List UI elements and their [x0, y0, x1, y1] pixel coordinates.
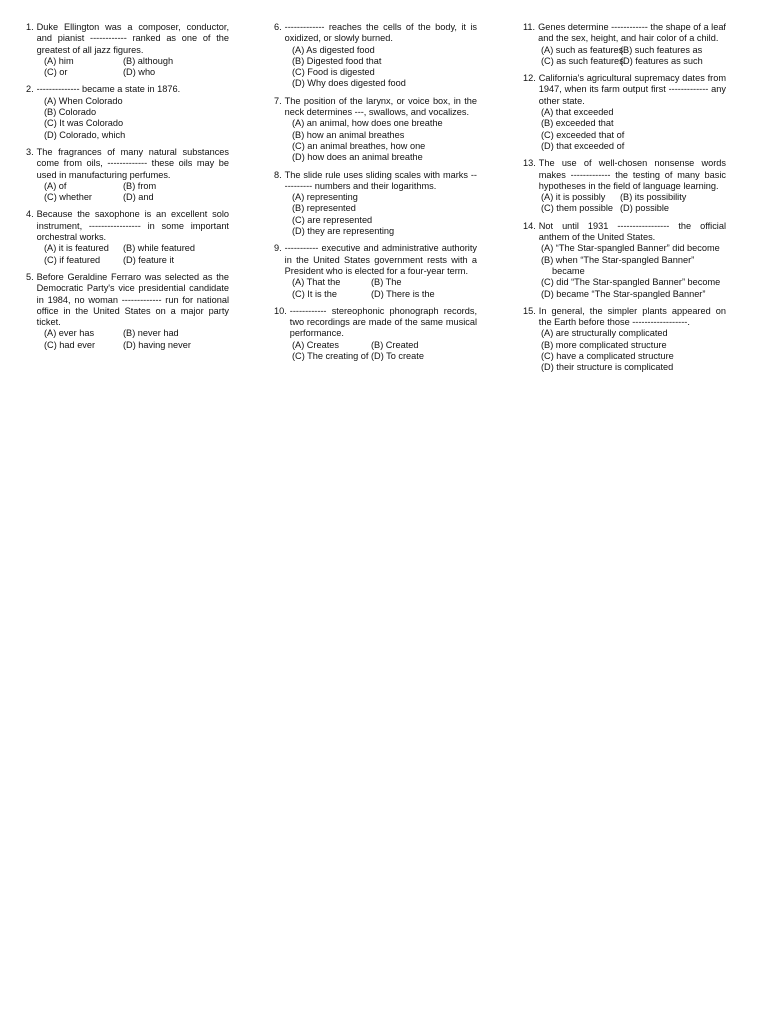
option-b: (B) when “The Star-spangled Banner” [541, 254, 695, 265]
option-c: (C) as such features [541, 55, 624, 66]
question-number: 5. [26, 271, 34, 282]
option-b: (B) how an animal breathes [292, 129, 405, 140]
option-c: (C) exceeded that of [541, 129, 625, 140]
question-stem: Genes determine ------------ the shape of a leaf and the sex, height, and hair color of a child. [538, 22, 726, 44]
question-stem: ------------- reaches the cells of the body, it is oxidized, or slowly burned. [284, 22, 477, 44]
question-9 [274, 243, 477, 299]
option-d: (D) their structure is complicated [541, 362, 674, 373]
question-4 [26, 209, 229, 265]
option-d: (D) became “The Star-spangled Banner” [541, 288, 706, 299]
option-b: (B) Digested food that [292, 55, 382, 66]
question-stem: The position of the larynx, or voice box, in the neck determines ---, swallows, and vocalizes. [284, 95, 477, 118]
option-d: (D) possible [620, 203, 670, 214]
question-5 [26, 272, 229, 351]
option-d: (D) Why does digested food [292, 78, 406, 89]
question-stem: California's agricultural supremacy dates from 1947, when its farm output first ------------- any other state. [538, 73, 726, 106]
question-stem: ------------ stereophonic phonograph records, two recordings are made of the same musical performance. [289, 305, 477, 339]
question-stem: ----------- executive and administrative authority in the United States government rests with a President who is elected for a four-year term. [284, 243, 477, 276]
option-a: (A) that exceeded [541, 107, 614, 118]
option-d: (D) features as such [620, 55, 703, 66]
option-a: (A) an animal, how does one breathe [292, 118, 443, 129]
option-b: (B) exceeded that [541, 118, 614, 129]
option-c: (C) have a complicated structure [541, 351, 674, 362]
option-b: (B) while featured [123, 243, 196, 254]
option-c: (C) them possible [541, 203, 613, 214]
option-b: (B) although [123, 55, 174, 66]
question-number: 1. [26, 22, 34, 32]
option-c: (C) It was Colorado [44, 118, 124, 129]
question-number: 11. [523, 22, 536, 32]
question-number: 8. [274, 169, 282, 180]
question-stem: Duke Ellington was a composer, conductor, and pianist ------------ ranked as one of the greatest of all jazz figures. [36, 22, 229, 55]
question-stem: Because the saxophone is an excellent solo instrument, ----------------- in some important orchestral works. [36, 209, 229, 243]
option-a: (A) it is possibly [541, 192, 606, 203]
option-a: (A) When Colorado [44, 95, 123, 106]
option-b: (B) represented [292, 203, 356, 214]
option-a: (A) ever has [44, 328, 95, 339]
option-c: (C) are represented [292, 214, 373, 225]
question-number: 3. [26, 146, 34, 157]
question-number: 6. [274, 22, 282, 32]
question-number: 12. [523, 73, 536, 84]
option-c: (C) did “The Star-spangled Banner” become [541, 277, 721, 288]
option-d: (D) they are representing [292, 226, 395, 237]
option-a: (A) such as features [541, 44, 624, 55]
option-c: (C) if featured [44, 254, 101, 265]
question-number: 2. [26, 84, 34, 95]
option-b: (B) Created [371, 339, 419, 350]
option-a: (A) him [44, 55, 74, 66]
option-d: (D) that exceeded of [541, 140, 625, 151]
question-3 [26, 147, 229, 203]
question-stem: In general, the simpler plants appeared on the Earth before those ------------------. [538, 305, 726, 328]
column-3 [523, 22, 726, 380]
option-b: (B) more complicated structure [541, 339, 667, 350]
option-c: (C) an animal breathes, how one [292, 140, 426, 151]
question-number: 13. [523, 158, 536, 169]
option-b: (B) never had [123, 328, 179, 339]
option-b-continuation: became [552, 265, 585, 276]
question-1 [26, 22, 229, 78]
option-a: (A) That the [292, 277, 341, 288]
question-11 [523, 22, 726, 67]
question-stem: The use of well-chosen nonsense words makes ------------- the testing of many basic hypotheses in the field of language learning. [538, 158, 726, 191]
question-15 [523, 306, 726, 374]
question-stem: -------------- became a state in 1876. [36, 84, 181, 95]
option-d: (D) There is the [371, 288, 435, 299]
option-a: (A) are structurally complicated [541, 328, 668, 339]
option-d: (D) To create [371, 351, 424, 362]
option-d: (D) how does an animal breathe [292, 152, 423, 163]
question-number: 4. [26, 209, 34, 220]
option-c: (C) Food is digested [292, 67, 375, 78]
question-stem: The slide rule uses sliding scales with marks ----------- numbers and their logarithms. [284, 169, 477, 191]
option-c: (C) whether [44, 192, 92, 203]
question-stem: The fragrances of many natural substances come from oils, ------------- these oils may be used in manufacturing perfumes. [36, 146, 229, 180]
question-7 [274, 96, 477, 164]
question-6 [274, 22, 477, 90]
question-number: 14. [523, 220, 536, 231]
question-number: 9. [274, 243, 282, 254]
question-8 [274, 170, 477, 238]
question-13 [523, 158, 726, 214]
option-d: (D) who [123, 67, 156, 78]
question-number: 7. [274, 95, 282, 106]
option-a: (A) of [44, 180, 67, 191]
option-b: (B) such features as [620, 44, 703, 55]
option-c: (C) It is the [292, 288, 337, 299]
option-a: (A) “The Star-spangled Banner” did become [541, 243, 720, 254]
option-d: (D) Colorado, which [44, 129, 126, 140]
question-12 [523, 73, 726, 152]
option-c: (C) or [44, 67, 68, 78]
question-number: 15. [523, 305, 536, 316]
option-a: (A) Creates [292, 339, 339, 350]
column-2 [274, 22, 477, 368]
option-a: (A) representing [292, 192, 358, 203]
option-b: (B) The [371, 277, 402, 288]
question-number: 10. [274, 305, 287, 316]
option-a: (A) As digested food [292, 44, 375, 55]
column-1 [26, 22, 229, 357]
option-c: (C) The creating of [292, 351, 369, 362]
option-b: (B) Colorado [44, 107, 97, 118]
question-stem: Not until 1931 ----------------- the official anthem of the United States. [538, 220, 726, 243]
option-b: (B) from [123, 180, 157, 191]
option-d: (D) having never [123, 339, 191, 350]
option-c: (C) had ever [44, 339, 96, 350]
question-2 [26, 84, 229, 140]
question-14 [523, 221, 726, 300]
option-a: (A) it is featured [44, 243, 109, 254]
question-stem: Before Geraldine Ferraro was selected as the Democratic Party's vice presidential candidate in 1984, no woman ------------- run for national office in the United States on a major party ticket. [36, 271, 229, 328]
option-d: (D) and [123, 192, 154, 203]
option-b: (B) its possibility [620, 192, 687, 203]
question-10 [274, 306, 477, 362]
option-d: (D) feature it [123, 254, 175, 265]
